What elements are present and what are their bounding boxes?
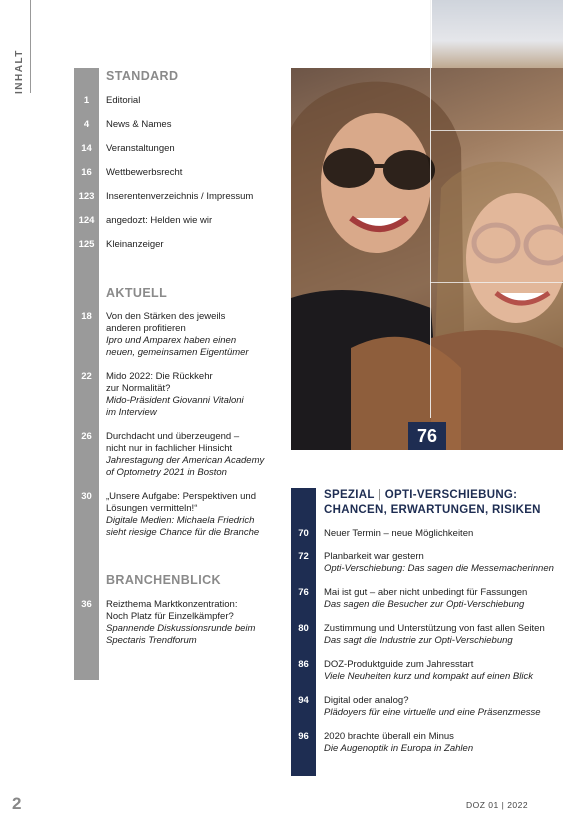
branchenblick-heading: BRANCHENBLICK <box>106 573 221 587</box>
standard-page-num: 16 <box>81 167 92 178</box>
photo-illustration <box>291 68 563 450</box>
entry-subtitle: Plädoyers für eine virtuelle und eine Präsenzmesse <box>324 707 541 718</box>
entry-title: Planbarkeit war gestern <box>324 551 424 562</box>
page-number: 2 <box>12 794 22 813</box>
entry-title: DOZ-Produktguide zum Jahresstart <box>324 659 474 670</box>
spezial-page-num: 86 <box>298 659 309 670</box>
spezial-entry[interactable] <box>324 731 564 755</box>
spezial-heading-topic: OPTI-VERSCHIEBUNG: <box>384 489 518 501</box>
entry-subtitle: Mido-Präsident Giovanni Vitaloni <box>106 395 244 406</box>
spezial-entry[interactable] <box>324 659 564 683</box>
entry-title: Noch Platz für Einzelkämpfer? <box>106 611 234 622</box>
standard-page-num: 4 <box>83 119 90 130</box>
standard-title[interactable]: angedozt: Helden wie wir <box>106 215 213 226</box>
entry-title: Durchdacht und überzeugend – <box>106 431 240 442</box>
aktuell-page-num: 22 <box>81 371 92 382</box>
spezial-page-num: 96 <box>298 731 309 742</box>
entry-subtitle: sieht riesige Chance für die Branche <box>106 527 260 538</box>
spezial-page-num: 72 <box>298 551 309 562</box>
entry-title: Zustimmung und Unterstützung von fast allen Seiten <box>324 623 545 634</box>
entry-subtitle: Das sagen die Besucher zur Opti-Verschiebung <box>324 599 525 610</box>
standard-title[interactable]: Kleinanzeiger <box>106 239 164 250</box>
spezial-entry[interactable] <box>324 623 564 647</box>
aktuell-page-num: 26 <box>81 431 92 442</box>
photo-frame-line <box>430 130 563 131</box>
entry-title: Digital oder analog? <box>324 695 409 706</box>
standard-page-num: 124 <box>78 215 95 226</box>
photo-frame-line <box>430 282 563 283</box>
spezial-heading-label: SPEZIAL <box>324 489 375 501</box>
entry-subtitle: Opti-Verschiebung: Das sagen die Messemacherinnen <box>324 563 554 574</box>
entry-title: Mai ist gut – aber nicht unbedingt für Fassungen <box>324 587 528 598</box>
entry-subtitle: of Optometry 2021 in Boston <box>106 467 227 478</box>
entry-title: Lösungen vermitteln!“ <box>106 503 198 514</box>
entry-title: Von den Stärken des jeweils <box>106 311 226 322</box>
spezial-heading-separator: | <box>377 489 382 501</box>
standard-page-num: 123 <box>78 191 95 202</box>
branchenblick-entry[interactable] <box>106 599 281 647</box>
spezial-page-num: 94 <box>298 695 309 706</box>
standard-page-num: 1 <box>83 95 90 106</box>
spezial-entry[interactable] <box>324 528 564 540</box>
spezial-heading <box>324 488 554 518</box>
spezial-entry[interactable] <box>324 695 564 719</box>
standard-heading: STANDARD <box>106 69 179 83</box>
standard-title[interactable]: Inserentenverzeichnis / Impressum <box>106 191 254 202</box>
cover-photo <box>291 68 563 450</box>
entry-title: nicht nur in fachlicher Hinsicht <box>106 443 233 454</box>
entry-subtitle: Ipro und Amparex haben einen <box>106 335 237 346</box>
standard-title[interactable]: Wettbewerbsrecht <box>106 167 183 178</box>
standard-title[interactable]: Veranstaltungen <box>106 143 175 154</box>
aktuell-heading: AKTUELL <box>106 286 168 300</box>
entry-subtitle: Spannende Diskussionsrunde beim <box>106 623 256 634</box>
aktuell-page-num: 18 <box>81 311 92 322</box>
margin-rule <box>30 0 31 93</box>
branchenblick-page-num: 36 <box>81 599 92 610</box>
entry-title: Neuer Termin – neue Möglichkeiten <box>324 528 474 539</box>
entry-subtitle: Die Augenoptik in Europa in Zahlen <box>324 743 474 754</box>
standard-page-num: 125 <box>78 239 95 250</box>
magazine-issue: DOZ 01 | 2022 <box>466 800 529 810</box>
aktuell-entry[interactable] <box>106 311 281 359</box>
entry-title: 2020 brachte überall ein Minus <box>324 731 454 742</box>
entry-subtitle: Das sagt die Industrie zur Opti-Verschiebung <box>324 635 513 646</box>
entry-subtitle: im Interview <box>106 407 157 418</box>
spezial-entry[interactable] <box>324 551 564 575</box>
spezial-page-num: 70 <box>298 528 309 539</box>
standard-title[interactable]: Editorial <box>106 95 141 106</box>
aktuell-entry[interactable] <box>106 491 286 539</box>
entry-subtitle: Digitale Medien: Michaela Friedrich <box>106 515 255 526</box>
spezial-page-num: 80 <box>298 623 309 634</box>
entry-subtitle: neuen, gemeinsamen Eigentümer <box>106 347 249 358</box>
entry-subtitle: Jahrestagung der American Academy <box>106 455 265 466</box>
entry-subtitle: Viele Neuheiten kurz und kompakt auf einen Blick <box>324 671 533 682</box>
section-label: INHALT <box>14 49 25 94</box>
spezial-page-num: 76 <box>298 587 309 598</box>
spezial-entry[interactable] <box>324 587 564 611</box>
cover-photo-top <box>432 0 563 68</box>
photo-page-badge[interactable]: 76 <box>408 422 446 450</box>
standard-page-num: 14 <box>81 143 92 154</box>
entry-title: zur Normalität? <box>106 383 171 394</box>
aktuell-entry[interactable] <box>106 371 281 419</box>
aktuell-page-num: 30 <box>81 491 92 502</box>
photo-frame-line <box>430 0 431 418</box>
entry-title: Reizthema Marktkonzentration: <box>106 599 238 610</box>
entry-subtitle: Spectaris Trendforum <box>106 635 197 646</box>
standard-title[interactable]: News & Names <box>106 119 172 130</box>
entry-title: „Unsere Aufgabe: Perspektiven und <box>106 491 256 502</box>
aktuell-entry[interactable] <box>106 431 281 479</box>
entry-title: anderen profitieren <box>106 323 186 334</box>
spezial-heading-topic: CHANCEN, ERWARTUNGEN, RISIKEN <box>324 504 541 516</box>
entry-title: Mido 2022: Die Rückkehr <box>106 371 213 382</box>
